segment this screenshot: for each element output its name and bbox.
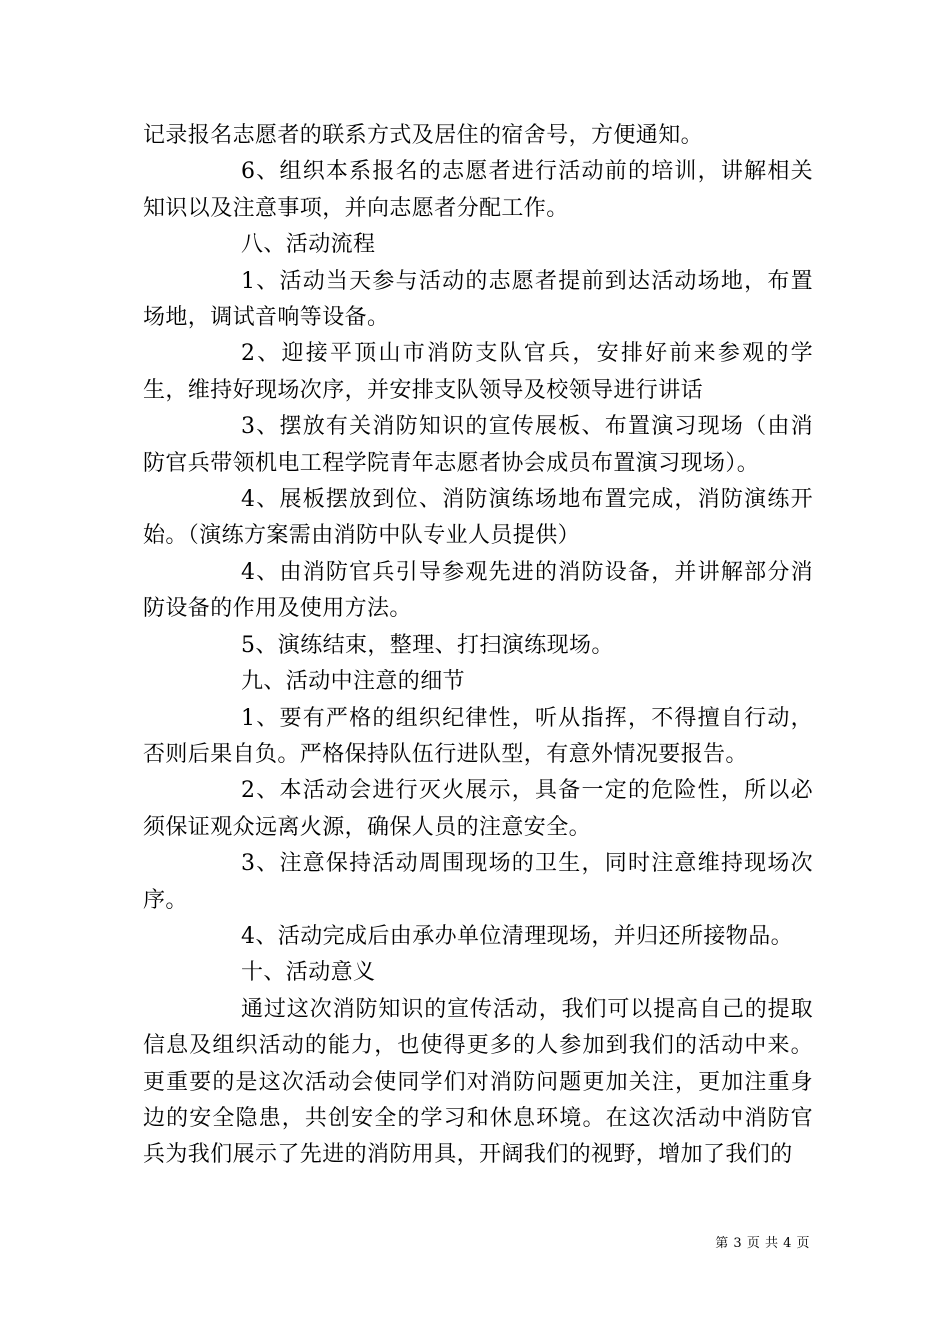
section-heading-activity-process: 八、活动流程 [241,232,376,258]
section-heading-activity-significance: 十、活动意义 [241,960,376,986]
document-body [143,118,813,1174]
paragraph-process-step-1: 1、活动当天参与活动的志愿者提前到达活动场地，布置场地，调试音响等设备。 [143,268,813,331]
paragraph-contact-record: 记录报名志愿者的联系方式及居住的宿舍号，方便通知。 [143,123,704,148]
paragraph-volunteer-training: 6、组织本系报名的志愿者进行活动前的培训，讲解相关知识以及注意事项，并向志愿者分配工作。 [143,159,813,221]
paragraph-process-step-5: 5、演练结束，整理、打扫演练现场。 [241,632,614,658]
paragraph-significance: 通过这次消防知识的宣传活动，我们可以提高自己的提取信息及组织活动的能力，也使得更多的人参加到我们的活动中来。更重要的是这次活动会使同学们对消防问题更加关注，更加注重身边的安全隐患，共创安全的学习和休息环境。在这次活动中消防官兵为我们展示了先进的消防用具，开阔我们的视野，增加了我们的 [143,996,813,1168]
page-number-footer: 第 3 页 共 4 页 [715,1236,810,1251]
paragraph-process-step-3: 3、摆放有关消防知识的宣传展板、布置演习现场（由消防官兵带领机电工程学院青年志愿者协会成员布置演习现场）。 [143,414,813,476]
paragraph-detail-4: 4、活动完成后由承办单位清理现场，并归还所接物品。 [241,923,793,949]
paragraph-process-step-2: 2、迎接平顶山市消防支队官兵，安排好前来参观的学生，维持好现场次序，并安排支队领导及校领导进行讲话 [143,341,813,403]
paragraph-detail-2: 2、本活动会进行灭火展示，具备一定的危险性，所以必须保证观众远离火源，确保人员的注意安全。 [143,778,813,840]
paragraph-detail-3: 3、注意保持活动周围现场的卫生，同时注意维持现场次序。 [143,851,813,913]
section-heading-attention-details: 九、活动中注意的细节 [241,669,466,695]
paragraph-detail-1: 1、要有严格的组织纪律性，听从指挥，不得擅自行动，否则后果自负。严格保持队伍行进队型，有意外情况要报告。 [143,705,813,767]
paragraph-process-step-4b: 4、由消防官兵引导参观先进的消防设备，并讲解部分消防设备的作用及使用方法。 [143,559,813,622]
paragraph-process-step-4a: 4、展板摆放到位、消防演练场地布置完成，消防演练开始。（演练方案需由消防中队专业人员提供） [143,487,813,549]
